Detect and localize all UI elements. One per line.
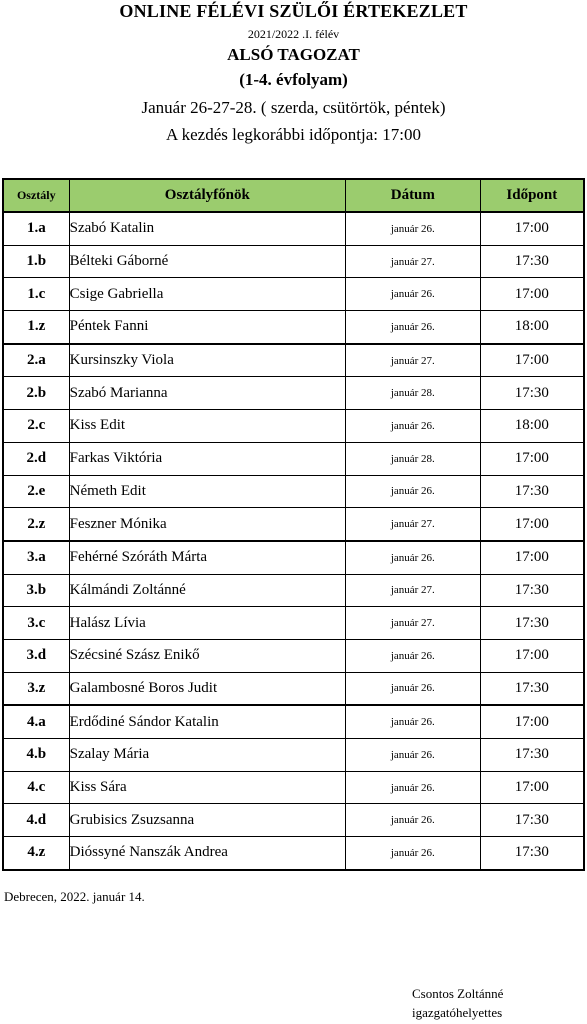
department-heading: ALSÓ TAGOZAT	[227, 45, 360, 64]
table-row	[3, 541, 584, 574]
class-cell: 1.z	[3, 311, 69, 344]
date-cell: január 26.	[345, 212, 480, 245]
time-cell: 17:00	[480, 212, 584, 245]
table-row	[3, 607, 584, 640]
time-cell: 17:30	[480, 574, 584, 607]
grades-heading: (1-4. évfolyam)	[239, 70, 348, 89]
table-body	[3, 212, 584, 870]
date-cell: január 26.	[345, 804, 480, 837]
class-cell: 4.c	[3, 771, 69, 804]
signer-role: igazgatóhelyettes	[412, 1005, 503, 1020]
time-cell: 17:30	[480, 739, 584, 772]
teacher-cell: Szabó Katalin	[69, 212, 345, 245]
time-cell: 17:30	[480, 672, 584, 705]
date-cell: január 27.	[345, 245, 480, 278]
time-cell: 18:00	[480, 311, 584, 344]
class-cell: 1.a	[3, 212, 69, 245]
school-year: 2021/2022 .I. félév	[247, 27, 340, 41]
column-header-date: Dátum	[345, 179, 480, 212]
time-cell: 17:30	[480, 837, 584, 870]
time-cell: 17:00	[480, 278, 584, 311]
teacher-cell: Feszner Mónika	[69, 508, 345, 541]
place-and-date: Debrecen, 2022. január 14.	[4, 889, 145, 904]
table-row	[3, 311, 584, 344]
date-cell: január 26.	[345, 672, 480, 705]
class-cell: 4.a	[3, 705, 69, 738]
teacher-cell: Grubisics Zsuzsanna	[69, 804, 345, 837]
column-header-class: Osztály	[3, 179, 69, 212]
time-cell: 18:00	[480, 410, 584, 443]
class-cell: 2.e	[3, 475, 69, 508]
date-cell: január 26.	[345, 311, 480, 344]
table-row	[3, 672, 584, 705]
teacher-cell: Csige Gabriella	[69, 278, 345, 311]
time-cell: 17:30	[480, 245, 584, 278]
teacher-cell: Németh Edit	[69, 475, 345, 508]
class-cell: 1.b	[3, 245, 69, 278]
time-cell: 17:30	[480, 377, 584, 410]
class-cell: 4.b	[3, 739, 69, 772]
table-row	[3, 508, 584, 541]
table-row	[3, 739, 584, 772]
time-cell: 17:00	[480, 705, 584, 738]
table-row	[3, 804, 584, 837]
date-cell: január 26.	[345, 837, 480, 870]
schedule-table	[2, 178, 585, 871]
date-cell: január 26.	[345, 475, 480, 508]
table-row	[3, 212, 584, 245]
table-row	[3, 377, 584, 410]
teacher-cell: Kálmándi Zoltánné	[69, 574, 345, 607]
table-row	[3, 771, 584, 804]
teacher-cell: Szécsiné Szász Enikő	[69, 639, 345, 672]
date-cell: január 27.	[345, 607, 480, 640]
teacher-cell: Péntek Fanni	[69, 311, 345, 344]
time-cell: 17:00	[480, 639, 584, 672]
class-cell: 1.c	[3, 278, 69, 311]
table-row	[3, 245, 584, 278]
teacher-cell: Kiss Sára	[69, 771, 345, 804]
date-cell: január 27.	[345, 574, 480, 607]
class-cell: 2.d	[3, 442, 69, 475]
class-cell: 2.z	[3, 508, 69, 541]
column-header-time: Időpont	[480, 179, 584, 212]
table-row	[3, 837, 584, 870]
table-row	[3, 410, 584, 443]
class-cell: 3.a	[3, 541, 69, 574]
table-row	[3, 639, 584, 672]
teacher-cell: Fehérné Szóráth Márta	[69, 541, 345, 574]
class-cell: 3.d	[3, 639, 69, 672]
teacher-cell: Szabó Marianna	[69, 377, 345, 410]
table-row	[3, 475, 584, 508]
table-header-row	[3, 179, 584, 212]
date-cell: január 26.	[345, 278, 480, 311]
teacher-cell: Szalay Mária	[69, 739, 345, 772]
class-cell: 4.d	[3, 804, 69, 837]
date-cell: január 26.	[345, 410, 480, 443]
date-cell: január 28.	[345, 377, 480, 410]
class-cell: 2.a	[3, 344, 69, 377]
meeting-dates: Január 26-27-28. ( szerda, csütörtök, péntek)	[141, 98, 446, 117]
signer-name: Csontos Zoltánné	[412, 986, 504, 1001]
time-cell: 17:30	[480, 804, 584, 837]
class-cell: 3.z	[3, 672, 69, 705]
date-cell: január 27.	[345, 508, 480, 541]
time-cell: 17:00	[480, 771, 584, 804]
class-cell: 2.c	[3, 410, 69, 443]
class-cell: 2.b	[3, 377, 69, 410]
teacher-cell: Erdődiné Sándor Katalin	[69, 705, 345, 738]
class-cell: 4.z	[3, 837, 69, 870]
teacher-cell: Galambosné Boros Judit	[69, 672, 345, 705]
teacher-cell: Farkas Viktória	[69, 442, 345, 475]
class-cell: 3.c	[3, 607, 69, 640]
table-row	[3, 442, 584, 475]
earliest-start: A kezdés legkorábbi időpontja: 17:00	[166, 125, 421, 144]
date-cell: január 26.	[345, 739, 480, 772]
document-title: ONLINE FÉLÉVI SZÜLŐI ÉRTEKEZLET	[119, 1, 468, 21]
time-cell: 17:30	[480, 607, 584, 640]
teacher-cell: Halász Lívia	[69, 607, 345, 640]
date-cell: január 26.	[345, 705, 480, 738]
table-row	[3, 574, 584, 607]
time-cell: 17:30	[480, 475, 584, 508]
date-cell: január 26.	[345, 639, 480, 672]
table-row	[3, 278, 584, 311]
teacher-cell: Kiss Edit	[69, 410, 345, 443]
class-cell: 3.b	[3, 574, 69, 607]
date-cell: január 26.	[345, 541, 480, 574]
table-row	[3, 705, 584, 738]
teacher-cell: Dióssyné Nanszák Andrea	[69, 837, 345, 870]
date-cell: január 28.	[345, 442, 480, 475]
table-row	[3, 344, 584, 377]
column-header-teacher: Osztályfőnök	[69, 179, 345, 212]
time-cell: 17:00	[480, 508, 584, 541]
date-cell: január 26.	[345, 771, 480, 804]
time-cell: 17:00	[480, 541, 584, 574]
time-cell: 17:00	[480, 442, 584, 475]
date-cell: január 27.	[345, 344, 480, 377]
teacher-cell: Kursinszky Viola	[69, 344, 345, 377]
teacher-cell: Bélteki Gáborné	[69, 245, 345, 278]
time-cell: 17:00	[480, 344, 584, 377]
